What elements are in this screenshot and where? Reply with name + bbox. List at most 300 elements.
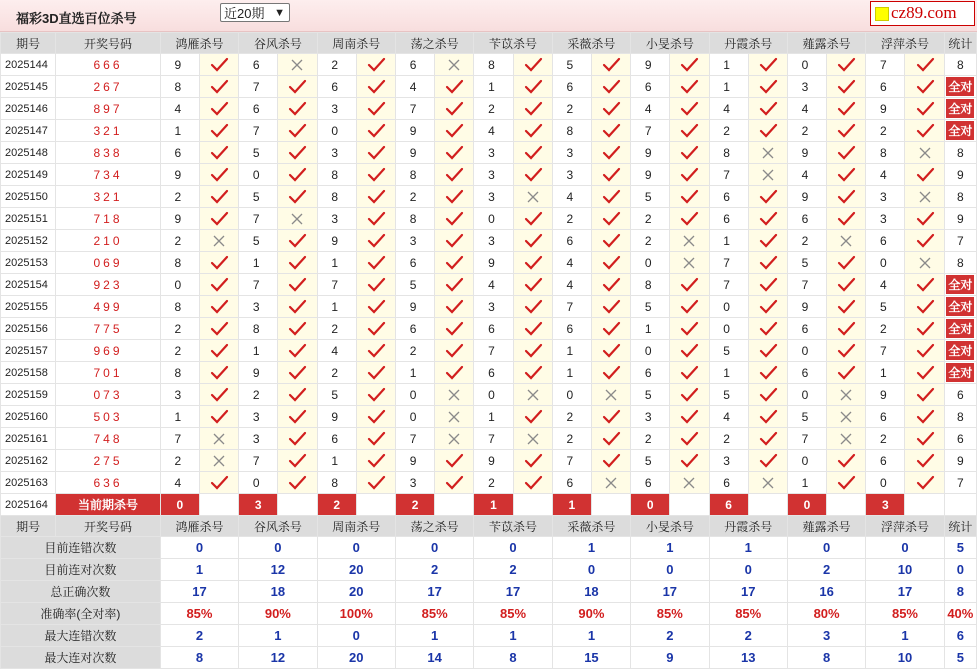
row-stat-cell [944, 362, 976, 384]
current-blank-cell [513, 494, 552, 516]
summary-value: 12 [239, 559, 317, 581]
col-expert[interactable]: 浮萍杀号 [866, 33, 944, 54]
check-icon [678, 166, 700, 184]
period-cell: 2025155 [1, 296, 56, 318]
check-icon [522, 166, 544, 184]
cross-icon [522, 188, 544, 206]
summary-value: 0 [474, 537, 552, 559]
kill-number-cell: 4 [552, 274, 591, 296]
table-row [1, 384, 977, 406]
check-icon [757, 78, 779, 96]
site-logo[interactable] [870, 1, 975, 26]
result-mark-cell [513, 120, 552, 142]
cross-icon [914, 188, 936, 206]
summary-value: 14 [395, 647, 473, 669]
result-mark-cell [670, 406, 709, 428]
summary-value: 18 [552, 581, 630, 603]
kill-number-cell: 7 [866, 54, 905, 76]
check-icon [914, 298, 936, 316]
table-row [1, 428, 977, 450]
check-icon [600, 56, 622, 74]
check-icon [757, 298, 779, 316]
check-icon [835, 166, 857, 184]
row-stat-cell [944, 76, 976, 98]
table-row [1, 296, 977, 318]
kill-number-cell: 6 [787, 362, 826, 384]
result-mark-cell [905, 208, 944, 230]
kill-number-cell: 5 [709, 384, 748, 406]
check-icon [835, 320, 857, 338]
result-mark-cell [356, 98, 395, 120]
row-stat-cell: 6 [944, 384, 976, 406]
result-mark-cell [278, 120, 317, 142]
summary-value: 85% [866, 603, 944, 625]
current-kill-number: 6 [709, 494, 748, 516]
kill-number-cell: 9 [474, 252, 513, 274]
cross-icon [208, 232, 230, 250]
col-expert[interactable]: 周南杀号 [317, 33, 395, 54]
result-mark-cell [905, 428, 944, 450]
kill-number-cell: 9 [239, 362, 278, 384]
col-expert[interactable]: 荡之杀号 [395, 516, 473, 537]
kill-number-cell: 1 [160, 120, 199, 142]
result-mark-cell [905, 406, 944, 428]
cross-icon [600, 474, 622, 492]
row-stat-cell: 8 [944, 142, 976, 164]
result-mark-cell [670, 318, 709, 340]
summary-value: 0 [395, 537, 473, 559]
summary-label: 目前连对次数 [1, 559, 161, 581]
col-expert[interactable]: 采薇杀号 [552, 516, 630, 537]
kill-number-cell: 6 [866, 76, 905, 98]
check-icon [365, 122, 387, 140]
row-stat-cell: 8 [944, 54, 976, 76]
kill-number-cell: 3 [395, 230, 434, 252]
summary-value: 18 [239, 581, 317, 603]
col-expert[interactable]: 苄苡杀号 [474, 33, 552, 54]
summary-value: 17 [866, 581, 944, 603]
col-stat: 统计 [944, 33, 976, 54]
result-mark-cell [827, 54, 866, 76]
result-mark-cell [513, 340, 552, 362]
cross-icon [600, 386, 622, 404]
cross-icon [522, 386, 544, 404]
draw-number-cell: 210 [56, 230, 161, 252]
check-icon [757, 276, 779, 294]
kill-number-cell: 3 [866, 186, 905, 208]
check-icon [600, 298, 622, 316]
period-cell: 2025161 [1, 428, 56, 450]
result-mark-cell [513, 142, 552, 164]
summary-value: 2 [709, 625, 787, 647]
period-cell: 2025160 [1, 406, 56, 428]
check-icon [443, 276, 465, 294]
check-icon [678, 78, 700, 96]
check-icon [914, 100, 936, 118]
result-mark-cell [435, 406, 474, 428]
result-mark-cell [905, 54, 944, 76]
col-expert[interactable]: 丹霞杀号 [709, 33, 787, 54]
current-kill-number: 3 [866, 494, 905, 516]
result-mark-cell [748, 120, 787, 142]
kill-number-cell: 2 [474, 98, 513, 120]
summary-label: 总正确次数 [1, 581, 161, 603]
result-mark-cell [748, 296, 787, 318]
result-mark-cell [905, 120, 944, 142]
kill-number-cell: 9 [160, 54, 199, 76]
result-mark-cell [748, 274, 787, 296]
check-icon [443, 210, 465, 228]
period-cell: 2025157 [1, 340, 56, 362]
draw-number-cell: 666 [56, 54, 161, 76]
draw-number-cell: 923 [56, 274, 161, 296]
kill-number-cell: 0 [474, 384, 513, 406]
kill-number-cell: 7 [160, 428, 199, 450]
kill-number-cell: 4 [160, 98, 199, 120]
kill-number-cell: 6 [395, 252, 434, 274]
result-mark-cell [199, 252, 238, 274]
current-kill-number: 2 [317, 494, 356, 516]
result-mark-cell [670, 340, 709, 362]
col-expert[interactable]: 荡之杀号 [395, 33, 473, 54]
kill-number-cell: 3 [239, 428, 278, 450]
kill-number-cell: 9 [474, 450, 513, 472]
kill-number-cell: 5 [239, 142, 278, 164]
summary-value: 1 [552, 537, 630, 559]
result-mark-cell [748, 76, 787, 98]
kill-number-cell: 3 [239, 406, 278, 428]
kill-number-cell: 6 [552, 76, 591, 98]
kill-number-cell: 6 [787, 318, 826, 340]
col-expert[interactable]: 周南杀号 [317, 516, 395, 537]
result-mark-cell [278, 340, 317, 362]
all-correct-badge: 全对 [946, 297, 974, 316]
summary-value: 9 [631, 647, 709, 669]
kill-number-cell: 7 [395, 98, 434, 120]
result-mark-cell [905, 186, 944, 208]
summary-value: 85% [160, 603, 238, 625]
result-mark-cell [827, 142, 866, 164]
check-icon [600, 232, 622, 250]
kill-number-cell: 6 [395, 54, 434, 76]
check-icon [835, 342, 857, 360]
kill-number-cell: 1 [709, 230, 748, 252]
check-icon [208, 276, 230, 294]
kill-number-cell: 6 [474, 318, 513, 340]
check-icon [286, 298, 308, 316]
kill-number-cell: 4 [474, 120, 513, 142]
col-expert[interactable]: 鸿雁杀号 [160, 33, 238, 54]
kill-number-cell: 2 [160, 450, 199, 472]
result-mark-cell [356, 428, 395, 450]
kill-number-cell: 6 [552, 318, 591, 340]
result-mark-cell [827, 98, 866, 120]
kill-number-cell: 7 [239, 450, 278, 472]
kill-number-cell: 2 [160, 230, 199, 252]
kill-number-cell: 7 [474, 428, 513, 450]
row-stat-cell: 7 [944, 230, 976, 252]
check-icon [208, 56, 230, 74]
header-row [1, 33, 977, 54]
kill-number-cell: 5 [552, 54, 591, 76]
result-mark-cell [435, 252, 474, 274]
check-icon [522, 78, 544, 96]
col-expert[interactable]: 苄苡杀号 [474, 516, 552, 537]
cross-icon [914, 144, 936, 162]
kill-number-cell: 1 [709, 362, 748, 384]
draw-number-cell: 069 [56, 252, 161, 274]
result-mark-cell [356, 208, 395, 230]
kill-number-cell: 7 [395, 428, 434, 450]
check-icon [522, 254, 544, 272]
summary-value: 85% [631, 603, 709, 625]
kill-number-cell: 5 [787, 406, 826, 428]
kill-number-cell: 8 [395, 208, 434, 230]
check-icon [678, 298, 700, 316]
check-icon [286, 78, 308, 96]
result-mark-cell [513, 406, 552, 428]
all-correct-badge: 全对 [946, 77, 974, 96]
kill-number-cell: 0 [552, 384, 591, 406]
kill-number-cell: 4 [317, 340, 356, 362]
kill-number-cell: 3 [787, 76, 826, 98]
kill-number-cell: 4 [709, 98, 748, 120]
check-icon [365, 188, 387, 206]
check-icon [914, 210, 936, 228]
draw-number-cell: 073 [56, 384, 161, 406]
row-stat-cell: 6 [944, 428, 976, 450]
period-cell: 2025162 [1, 450, 56, 472]
result-mark-cell [905, 164, 944, 186]
period-cell: 2025158 [1, 362, 56, 384]
check-icon [365, 254, 387, 272]
result-mark-cell [278, 362, 317, 384]
kill-number-cell: 1 [317, 450, 356, 472]
result-mark-cell [435, 428, 474, 450]
kill-number-cell: 9 [395, 120, 434, 142]
check-icon [600, 408, 622, 426]
kill-number-cell: 3 [474, 142, 513, 164]
result-mark-cell [827, 252, 866, 274]
col-period: 期号 [1, 33, 56, 54]
result-mark-cell [670, 362, 709, 384]
check-icon [914, 430, 936, 448]
check-icon [365, 56, 387, 74]
cross-icon [678, 474, 700, 492]
check-icon [286, 342, 308, 360]
result-mark-cell [591, 384, 630, 406]
result-mark-cell [513, 428, 552, 450]
result-mark-cell [356, 186, 395, 208]
check-icon [522, 210, 544, 228]
col-expert[interactable]: 丹霞杀号 [709, 516, 787, 537]
col-expert[interactable]: 小旻杀号 [631, 516, 709, 537]
result-mark-cell [356, 406, 395, 428]
period-cell: 2025156 [1, 318, 56, 340]
col-expert[interactable]: 浮萍杀号 [866, 516, 944, 537]
summary-value: 17 [160, 581, 238, 603]
summary-value: 1 [552, 625, 630, 647]
check-icon [600, 254, 622, 272]
summary-value: 2 [395, 559, 473, 581]
col-number: 开奖号码 [56, 33, 161, 54]
row-stat-cell: 9 [944, 164, 976, 186]
summary-value: 1 [474, 625, 552, 647]
result-mark-cell [670, 54, 709, 76]
result-mark-cell [670, 76, 709, 98]
result-mark-cell [278, 428, 317, 450]
table-row [1, 76, 977, 98]
check-icon [522, 364, 544, 382]
result-mark-cell [199, 340, 238, 362]
kill-number-cell: 1 [474, 76, 513, 98]
result-mark-cell [278, 76, 317, 98]
kill-number-cell: 9 [395, 450, 434, 472]
result-mark-cell [591, 120, 630, 142]
kill-number-cell: 1 [395, 362, 434, 384]
summary-value: 1 [631, 537, 709, 559]
check-icon [678, 408, 700, 426]
result-mark-cell [905, 472, 944, 494]
kill-number-cell: 5 [395, 274, 434, 296]
cross-icon [757, 474, 779, 492]
header-row [1, 516, 977, 537]
check-icon [522, 342, 544, 360]
result-mark-cell [199, 164, 238, 186]
check-icon [914, 452, 936, 470]
check-icon [600, 100, 622, 118]
check-icon [208, 474, 230, 492]
result-mark-cell [591, 318, 630, 340]
check-icon [757, 408, 779, 426]
check-icon [678, 210, 700, 228]
current-kill-number: 1 [552, 494, 591, 516]
col-expert[interactable]: 采薇杀号 [552, 33, 630, 54]
cross-icon [678, 232, 700, 250]
kill-number-cell: 7 [709, 164, 748, 186]
kill-number-cell: 2 [395, 186, 434, 208]
kill-number-cell: 0 [474, 208, 513, 230]
check-icon [757, 364, 779, 382]
kill-number-cell: 8 [631, 274, 670, 296]
draw-number-cell: 503 [56, 406, 161, 428]
cross-icon [443, 430, 465, 448]
result-mark-cell [748, 164, 787, 186]
kill-number-cell: 3 [866, 208, 905, 230]
cross-icon [443, 386, 465, 404]
kill-number-cell: 0 [631, 252, 670, 274]
check-icon [286, 232, 308, 250]
kill-number-cell: 9 [317, 230, 356, 252]
kill-number-cell: 0 [787, 384, 826, 406]
kill-number-cell: 3 [160, 384, 199, 406]
col-expert[interactable]: 谷风杀号 [239, 33, 317, 54]
check-icon [757, 188, 779, 206]
result-mark-cell [905, 318, 944, 340]
cross-icon [286, 210, 308, 228]
table-row [1, 472, 977, 494]
result-mark-cell [356, 76, 395, 98]
current-kill-number: 1 [474, 494, 513, 516]
result-mark-cell [278, 142, 317, 164]
result-mark-cell [199, 230, 238, 252]
check-icon [443, 320, 465, 338]
kill-number-cell: 2 [552, 406, 591, 428]
kill-number-cell: 3 [317, 208, 356, 230]
cross-icon [757, 166, 779, 184]
result-mark-cell [513, 230, 552, 252]
result-mark-cell [748, 98, 787, 120]
check-icon [678, 386, 700, 404]
summary-label: 目前连错次数 [1, 537, 161, 559]
kill-number-cell: 9 [631, 142, 670, 164]
kill-number-cell: 4 [709, 406, 748, 428]
result-mark-cell [591, 362, 630, 384]
kill-number-cell: 0 [787, 340, 826, 362]
kill-number-cell: 1 [866, 362, 905, 384]
result-mark-cell [199, 274, 238, 296]
result-mark-cell [748, 384, 787, 406]
result-mark-cell [827, 208, 866, 230]
kill-number-cell: 2 [474, 472, 513, 494]
col-expert[interactable]: 鸿雁杀号 [160, 516, 238, 537]
kill-number-cell: 3 [474, 296, 513, 318]
col-expert[interactable]: 薤露杀号 [787, 516, 865, 537]
cross-icon [678, 254, 700, 272]
check-icon [208, 364, 230, 382]
kill-number-cell: 7 [709, 274, 748, 296]
cross-icon [835, 232, 857, 250]
result-mark-cell [827, 406, 866, 428]
result-mark-cell [278, 208, 317, 230]
kill-number-cell: 6 [474, 362, 513, 384]
col-expert[interactable]: 薤露杀号 [787, 33, 865, 54]
current-blank-cell [356, 494, 395, 516]
check-icon [286, 276, 308, 294]
kill-number-cell: 1 [709, 54, 748, 76]
col-expert[interactable]: 谷风杀号 [239, 516, 317, 537]
check-icon [286, 188, 308, 206]
kill-number-cell: 0 [160, 274, 199, 296]
summary-value: 90% [552, 603, 630, 625]
check-icon [757, 386, 779, 404]
period-range-select[interactable] [220, 3, 290, 22]
row-stat-cell [944, 340, 976, 362]
check-icon [208, 122, 230, 140]
result-mark-cell [748, 340, 787, 362]
summary-value: 10 [866, 559, 944, 581]
kill-number-cell: 2 [709, 120, 748, 142]
check-icon [365, 430, 387, 448]
check-icon [757, 320, 779, 338]
current-kill-number: 2 [395, 494, 434, 516]
kill-number-cell: 6 [787, 208, 826, 230]
period-range-value: 近20期 [224, 6, 265, 21]
kill-number-cell: 3 [552, 164, 591, 186]
check-icon [208, 188, 230, 206]
result-mark-cell [199, 472, 238, 494]
result-mark-cell [670, 296, 709, 318]
row-stat-cell: 8 [944, 252, 976, 274]
col-expert[interactable]: 小旻杀号 [631, 33, 709, 54]
kill-number-cell: 8 [239, 318, 278, 340]
result-mark-cell [356, 340, 395, 362]
kill-number-cell: 9 [160, 208, 199, 230]
draw-number-cell: 734 [56, 164, 161, 186]
cross-icon [208, 452, 230, 470]
table-row [1, 450, 977, 472]
kill-number-cell: 6 [709, 186, 748, 208]
